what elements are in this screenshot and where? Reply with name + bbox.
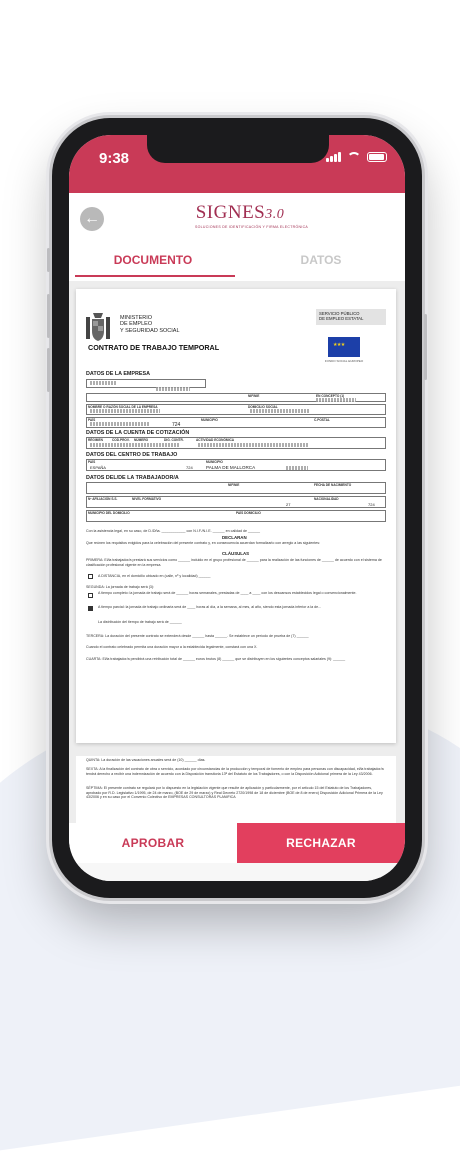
label-pais: PAÍS [88, 418, 96, 422]
ministry-line-3: Y SEGURIDAD SOCIAL [120, 327, 180, 334]
app-header [69, 193, 405, 247]
document-title: CONTRATO DE TRABAJO TEMPORAL [88, 343, 220, 352]
label-nombre-empresa: NOMBRE O RAZÓN SOCIAL DE LA EMPRESA [88, 405, 158, 409]
paragraph-distancia: A DISTANCIA, en el domicilio ubicado en (calle, nº y localidad) ______ [98, 574, 211, 578]
label-nif-trabajadora: NIF/NIE [228, 483, 240, 487]
reject-button[interactable]: RECHAZAR [237, 823, 405, 863]
power-button [424, 314, 427, 380]
status-icons [326, 152, 387, 162]
ministry-line-1: MINISTERIO [120, 315, 153, 321]
logo-number: 3.0 [265, 207, 285, 222]
coat-of-arms-icon [84, 311, 112, 343]
eu-note: FONDO SOCIAL EUROPEO [324, 359, 364, 363]
back-button[interactable] [80, 207, 104, 231]
trabajadora-row-2 [86, 496, 386, 508]
tab-datos[interactable]: DATOS [300, 253, 342, 267]
paragraph-quinta: QUINTA: La duración de las vacaciones anuales será de (10) ______ días. [86, 758, 206, 762]
value-municipio-centro: PALMA DE MALLORCA [206, 465, 256, 470]
paragraph-tercera-2: Cuando el contrato celebrado permita una duración mayor a la establecida legalmente, constará con una X. [86, 645, 258, 649]
tab-bar [69, 247, 405, 282]
signal-icon [326, 152, 341, 162]
phone-frame [52, 118, 422, 898]
checkbox-distancia [88, 574, 93, 579]
label-regimen: RÉGIMEN [88, 438, 103, 442]
eu-flag-icon [328, 337, 360, 357]
battery-icon [367, 152, 387, 162]
label-afiliacion: Nº AFILIACIÓN S.S. [88, 497, 118, 501]
paragraph-sexta: SEXTA: A la finalización del contrato de obra o servicio, acordado por circunstancias de la producción y temporal de fomento de empleo para personas con discapacidad, el/la trabajador/a tendrá derecho a recibir una indemnización de acuerdo con la Disposición transitoria 13ª del Estatuto de los Trabajadores, o con la Disposición Adicional primera de la Ley 43/2006. [86, 767, 384, 776]
redacted-field [90, 409, 160, 413]
paragraph-parcial: A tiempo parcial: la jornada de trabajo ordinaria será de ____ horas al día, a la semana, al mes, al año, siendo esta jornada inferior a la de... [98, 605, 322, 609]
label-municipio-domicilio: MUNICIPIO DEL DOMICILIO [88, 511, 130, 515]
paragraph-intro: Con la asistencia legal, en su caso, de D./Dña. ____________ con N.I.F./N.I.E. ______ en calidad de ______ [86, 529, 261, 533]
paragraph-primera: PRIMERA: El/la trabajador/a prestará sus servicios como ______ incluido en el grupo profesional de ______ para la realización de las funciones de ______ de acuerdo con el sistema de clasificación profesional vigente en la empresa. [86, 558, 382, 567]
wifi-icon [347, 152, 361, 162]
value-cod-27: 27 [286, 502, 291, 507]
label-fecha-nacimiento: FECHA DE NACIMIENTO [314, 483, 352, 487]
document-viewer[interactable] [69, 281, 405, 823]
checkbox-completo [88, 593, 93, 598]
action-bar [69, 823, 405, 881]
label-dig-contr: DIG. CONTR. [164, 438, 184, 442]
approve-button[interactable]: APROBAR [69, 823, 237, 863]
sepe-line-2: DE EMPLEO ESTATAL [319, 316, 364, 321]
paragraph-septima: SÉPTIMA: El presente contrato se regulará por lo dispuesto en la legislación vigente que resulte de aplicación y particularmente, por el artículo 15 del Estatuto de los Trabajadores, aprobado por R.D. Legislativo 1/1995, de 24 de marzo, (BOE de 29 de marzo) y Real Decreto 2720/1998 de 18 de diciembre (BOE de 8 de enero) Disposición Adicional Primera de la Ley 43/2006 y en su caso por el Convenio Colectivo de EMPRESAS CONSULTORAS PLANIFICA [86, 786, 383, 799]
volume-down-button [47, 348, 50, 392]
label-actividad: ACTIVIDAD ECONÓMICA [196, 438, 235, 442]
label-domicilio-social: DOMICILIO SOCIAL [248, 405, 278, 409]
paragraph-reunen: Que reúnen los requisitos exigidos para la celebración del presente contrato y, en consecuencia acuerdan formalizarlo con arreglo a las siguientes: [86, 541, 321, 545]
paragraph-completo: A tiempo completo: la jornada de trabajo será de ______ horas semanales, prestadas de ____ a ____ con los descansos establecidos legal o convencionalmente. [98, 591, 357, 595]
section-cotizacion: DATOS DE LA CUENTA DE COTIZACIÓN [86, 430, 190, 436]
section-empresa: DATOS DE LA EMPRESA [86, 371, 150, 377]
redacted-field [156, 387, 190, 391]
paragraph-cuarta: CUARTA: El/la trabajador/a percibirá una retribución total de ______ euros brutos (8) ______ que se distribuyen en los siguientes conceptos salariales (9): ______ [86, 657, 346, 661]
value-code-724b: 724 [186, 465, 193, 470]
redacted-field [90, 422, 150, 426]
label-nivel-formativo: NIVEL FORMATIVO [132, 497, 162, 501]
heading-declaran: DECLARAN [222, 535, 247, 540]
redacted-field [250, 409, 310, 413]
heading-clausulas: CLÁUSULAS [222, 551, 250, 556]
label-concepto: EN CONCEPTO (1) [316, 394, 345, 398]
label-municipio: MUNICIPIO [201, 418, 218, 422]
home-indicator-area [69, 863, 405, 881]
label-cpostal: C.POSTAL [314, 418, 330, 422]
ministry-name [120, 315, 180, 334]
sepe-line-1: SERVICIO PÚBLICO [319, 311, 360, 316]
contract-page-2 [76, 756, 396, 826]
ministry-line-2: DE EMPLEO [120, 321, 153, 328]
value-pais-centro: ESPAÑA [90, 465, 106, 470]
label-nacionalidad: NACIONALIDAD [314, 497, 339, 501]
section-trabajadora: DATOS DEL/DE LA TRABAJADOR/A [86, 475, 179, 481]
redacted-field [198, 443, 308, 447]
app-screen [69, 135, 405, 881]
volume-up-button [47, 294, 50, 338]
signes-logo [195, 202, 309, 237]
status-bar [69, 135, 405, 193]
logo-text: SIGNES [195, 202, 266, 223]
redacted-field [316, 398, 356, 402]
label-nif: NIF/NIE [248, 394, 260, 398]
tab-documento[interactable]: DOCUMENTO [69, 247, 237, 281]
value-code-724a: 724 [172, 422, 181, 428]
contract-page [76, 289, 396, 743]
paragraph-distribucion: La distribución del tiempo de trabajo será de ______ [98, 620, 182, 624]
checkbox-parcial [88, 606, 93, 611]
redacted-field [90, 443, 180, 447]
logo-subtitle: SOLUCIONES DE IDENTIFICACIÓN Y FIRMA ELECTRÓNICA [195, 225, 309, 229]
value-code-724c: 724 [368, 502, 375, 507]
paragraph-segunda: SEGUNDA: La jornada de trabajo será (3): [86, 585, 155, 589]
section-centro: DATOS DEL CENTRO DE TRABAJO [86, 452, 178, 458]
redacted-field [90, 381, 116, 385]
notch [147, 135, 329, 163]
sepe-box [316, 309, 386, 325]
label-municipio-centro: MUNICIPIO [206, 460, 223, 464]
label-numero: NÚMERO [134, 438, 149, 442]
arrow-left-icon: ← [84, 210, 100, 227]
paragraph-tercera: TERCERA: La duración del presente contrato se extenderá desde ______ hasta ______. Se establece un período de prueba de (7) ______ [86, 634, 309, 638]
redacted-field [286, 466, 308, 470]
label-pais-domicilio: PAÍS DOMICILIO [236, 511, 261, 515]
label-pais-centro: PAÍS [88, 460, 96, 464]
mute-switch [47, 248, 50, 272]
label-cod-prov: COD.PROV. [112, 438, 130, 442]
status-time: 9:38 [99, 150, 130, 167]
